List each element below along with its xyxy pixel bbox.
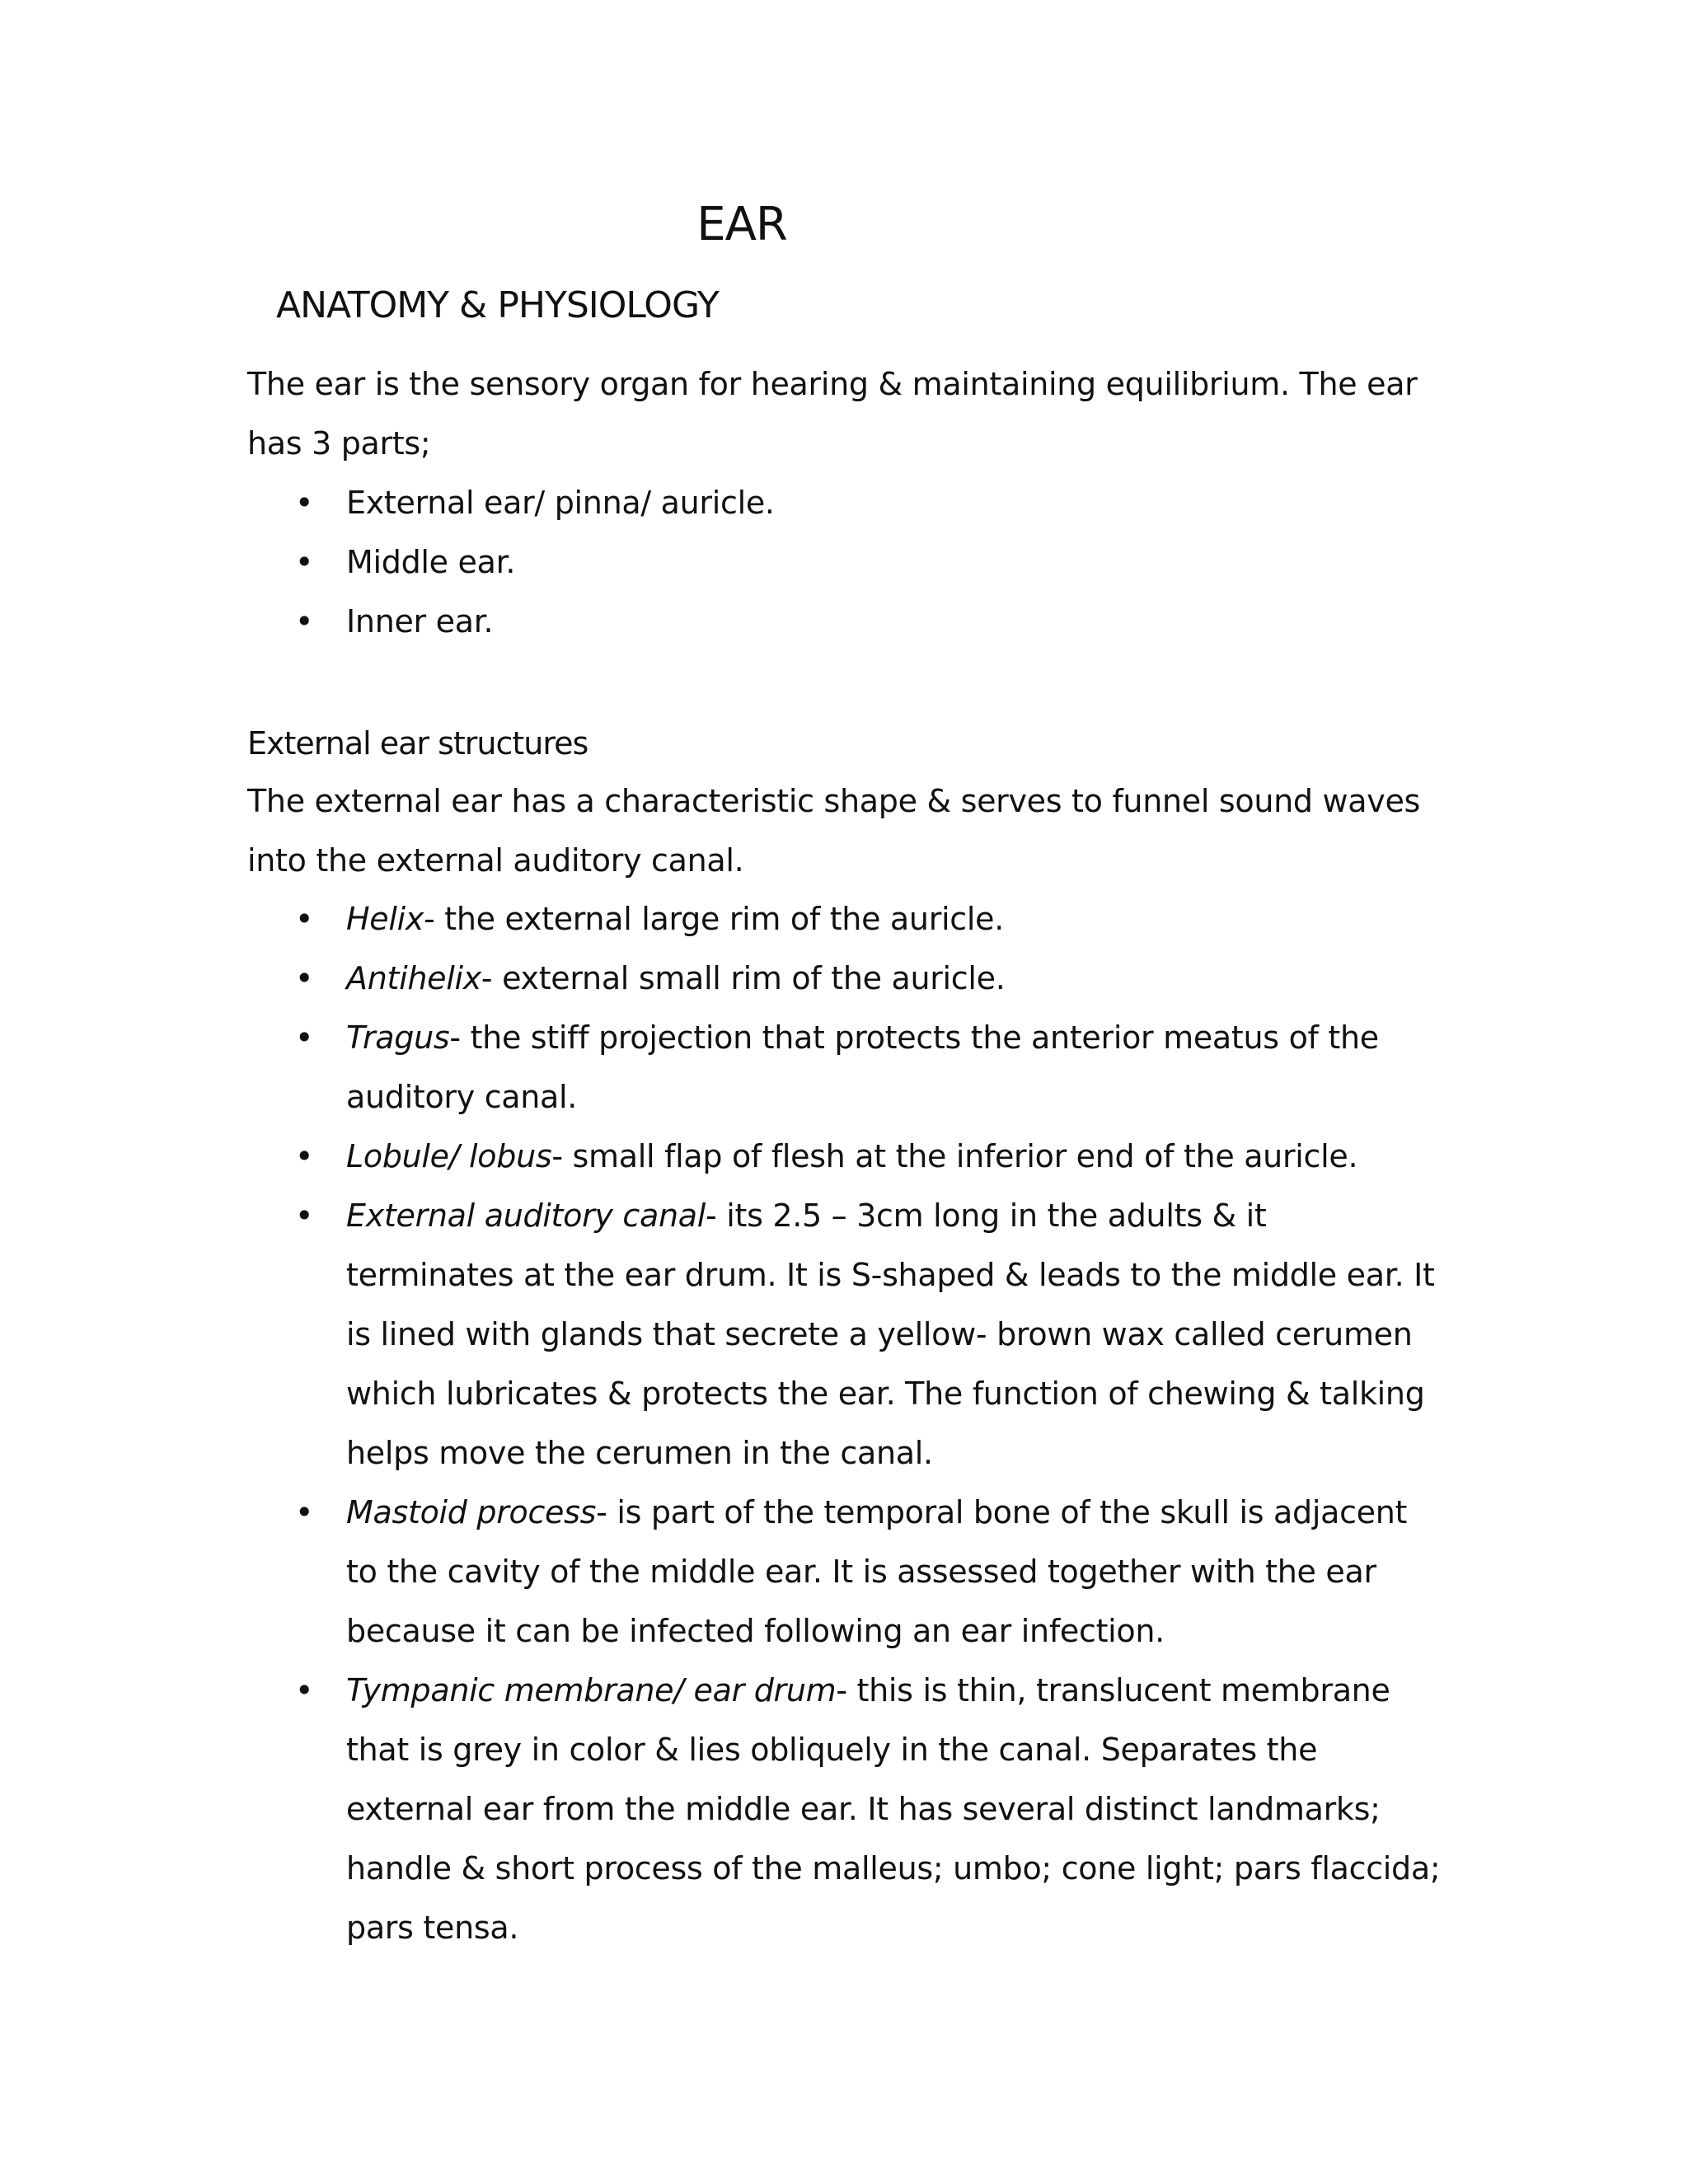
list-item-text: Middle ear. <box>346 544 516 580</box>
structure-description: - the external large rim of the auricle. <box>424 901 1004 937</box>
structure-term: Tympanic membrane/ ear drum <box>346 1672 837 1708</box>
structure-term: Lobule/ lobus <box>346 1138 552 1174</box>
bullet-icon: • <box>295 603 314 640</box>
page-subtitle: ANATOMY & PHYSIOLOGY <box>276 284 719 326</box>
structure-description: - the stiff projection that protects the anterior meatus of the auditory canal. <box>346 1019 1379 1115</box>
structure-description: - small flap of flesh at the inferior end of the auricle. <box>551 1138 1358 1174</box>
section-heading: External ear structures <box>247 725 588 762</box>
structure-description: - is part of the temporal bone of the skull is adjacent to the cavity of the middle ear. It is assessed together with the ear because it can be infected following an ear infection. <box>346 1494 1408 1649</box>
list-item <box>247 1127 1442 1186</box>
bullet-icon: • <box>295 901 314 937</box>
ear-parts-list <box>247 473 1442 651</box>
list-item <box>247 592 1442 651</box>
list-item <box>247 949 1442 1008</box>
structure-term: Tragus <box>346 1019 450 1056</box>
list-item <box>247 1483 1442 1661</box>
external-structures-list <box>247 889 1442 1957</box>
list-item <box>247 1008 1442 1127</box>
bullet-icon: • <box>295 544 314 580</box>
page-title: EAR <box>696 198 787 251</box>
structure-term: Helix <box>346 901 424 937</box>
structure-term: Antihelix <box>346 960 481 996</box>
list-item <box>247 473 1442 532</box>
structure-description: - its 2.5 – 3cm long in the adults & it terminates at the ear drum. It is S-shaped & leads to the middle ear. It is lined with glands that secrete a yellow- brown wax called cerumen which lubricates & protects the ear. The function of chewing & talking helps move the cerumen in the canal. <box>346 1197 1435 1471</box>
bullet-icon: • <box>295 960 314 996</box>
list-item-text: Inner ear. <box>346 603 494 640</box>
structure-description: - this is thin, translucent membrane that is grey in color & lies obliquely in the canal. Separates the external ear from the middle ear. It has several distinct landmarks; handle & short process of the malleus; umbo; cone light; pars flaccida; pars tensa. <box>346 1672 1441 1946</box>
bullet-icon: • <box>295 1138 314 1174</box>
bullet-icon: • <box>295 1672 314 1708</box>
bullet-icon: • <box>295 1019 314 1056</box>
bullet-icon: • <box>295 1494 314 1530</box>
bullet-icon: • <box>295 1197 314 1234</box>
list-item-text: External ear/ pinna/ auricle. <box>346 485 775 521</box>
bullet-icon: • <box>295 485 314 521</box>
structure-term: External auditory canal <box>346 1197 706 1234</box>
section-intro-paragraph: The external ear has a characteristic shape & serves to funnel sound waves into the external auditory canal. <box>247 783 1421 879</box>
list-item <box>247 1661 1442 1957</box>
list-item <box>247 889 1442 949</box>
structure-description: - external small rim of the auricle. <box>481 960 1006 996</box>
list-item <box>247 532 1442 592</box>
structure-term: Mastoid process <box>346 1494 597 1530</box>
list-item <box>247 1186 1442 1483</box>
intro-paragraph: The ear is the sensory organ for hearing & maintaining equilibrium. The ear has 3 parts; <box>247 366 1418 462</box>
